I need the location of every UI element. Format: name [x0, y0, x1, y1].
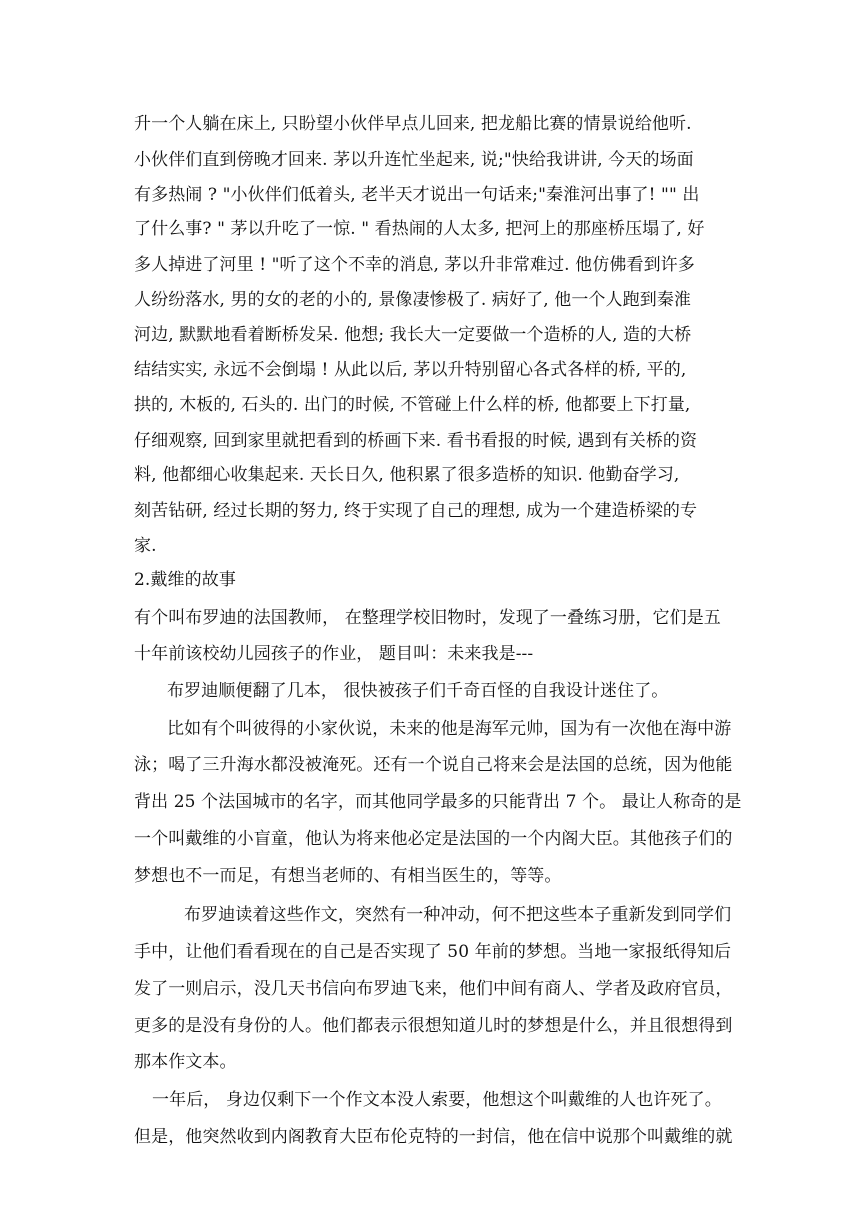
- text-line: 背出 25 个法国城市的名字，而其他同学最多的只能背出 7 个。 最让人称奇的是: [134, 792, 742, 812]
- text-line: 结结实实, 永远不会倒塌 ! 从此以后, 茅以升特别留心各式各样的桥, 平的,: [134, 360, 687, 380]
- text-line: 家.: [134, 536, 157, 556]
- text-line: 有个叫布罗迪的法国教师， 在整理学校旧物时，发现了一叠练习册，它们是五: [134, 608, 721, 628]
- text-line: 但是，他突然收到内阁教育大臣布伦克特的一封信，他在信中说那个叫戴维的就: [134, 1127, 733, 1147]
- text-line: 升一个人躺在床上, 只盼望小伙伴早点儿回来, 把龙船比赛的情景说给他听.: [134, 114, 692, 134]
- text-line: 仔细观察, 回到家里就把看到的桥画下来. 看书看报的时候, 遇到有关桥的资: [134, 431, 698, 451]
- text-line: 刻苦钻研, 经过长期的努力, 终于实现了自己的理想, 成为一个建造桥梁的专: [134, 501, 698, 521]
- section-heading: 2.戴维的故事: [134, 570, 236, 590]
- text-line: 比如有个叫彼得的小家伙说，未来的他是海军元帅，国为有一次他在海中游: [167, 719, 732, 739]
- text-line: 人纷纷落水, 男的女的老的小的, 景像凄惨极了. 病好了, 他一个人跑到秦淮: [134, 290, 692, 310]
- text-line: 梦想也不一而足，有想当老师的、有相当医生的，等等。: [134, 866, 562, 886]
- text-line: 布罗迪顺便翻了几本， 很快被孩子们千奇百怪的自我设计迷住了。: [167, 681, 669, 701]
- text-line: 料, 他都细心收集起来. 天长日久, 他积累了很多造桥的知识. 他勤奋学习,: [134, 465, 680, 485]
- text-line: 手中，让他们看看现在的自己是否实现了 50 年前的梦想。当地一家报纸得知后: [134, 942, 732, 962]
- text-line: 拱的, 木板的, 石头的. 出门的时候, 不管碰上什么样的桥, 他都要上下打量,: [134, 395, 691, 415]
- text-line: 小伙伴们直到傍晚才回来. 茅以升连忙坐起来, 说;"快给我讲讲, 今天的场面: [134, 150, 694, 170]
- text-line: 发了一则启示，没几天书信向布罗迪飞来，他们中间有商人、学者及政府官员，: [134, 979, 733, 999]
- text-line: 布罗迪读着这些作文，突然有一种冲动，何不把这些本子重新发到同学们: [184, 905, 732, 925]
- text-line: 多人掉进了河里 ! "听了这个不幸的消息, 茅以升非常难过. 他仿佛看到许多: [134, 255, 695, 275]
- text-line: 更多的是没有身份的人。他们都表示很想知道儿时的梦想是什么，并且很想得到: [134, 1016, 733, 1036]
- text-line: 那本作文本。: [134, 1052, 237, 1072]
- text-line: 一年后， 身边仅剩下一个作文本没人索要，他想这个叫戴维的人也许死了。: [152, 1090, 722, 1110]
- text-line: 了什么事? " 茅以升吃了一惊. " 看热闹的人太多, 把河上的那座桥压塌了, 好: [134, 219, 705, 239]
- text-line: 有多热闹 ? "小伙伴们低着头, 老半天才说出一句话来;"秦淮河出事了! "" 出: [134, 185, 700, 205]
- text-line: 泳；喝了三升海水都没被淹死。还有一个说自己将来会是法国的总统，因为他能: [134, 755, 733, 775]
- text-line: 一个叫戴维的小盲童，他认为将来他必定是法国的一个内阁大臣。其他孩子们的: [134, 829, 733, 849]
- text-line: 河边, 默默地看着断桥发呆. 他想; 我长大一定要做一个造桥的人, 造的大桥: [134, 325, 692, 345]
- text-line: 十年前该校幼儿园孩子的作业， 题目叫：未来我是---: [134, 644, 534, 664]
